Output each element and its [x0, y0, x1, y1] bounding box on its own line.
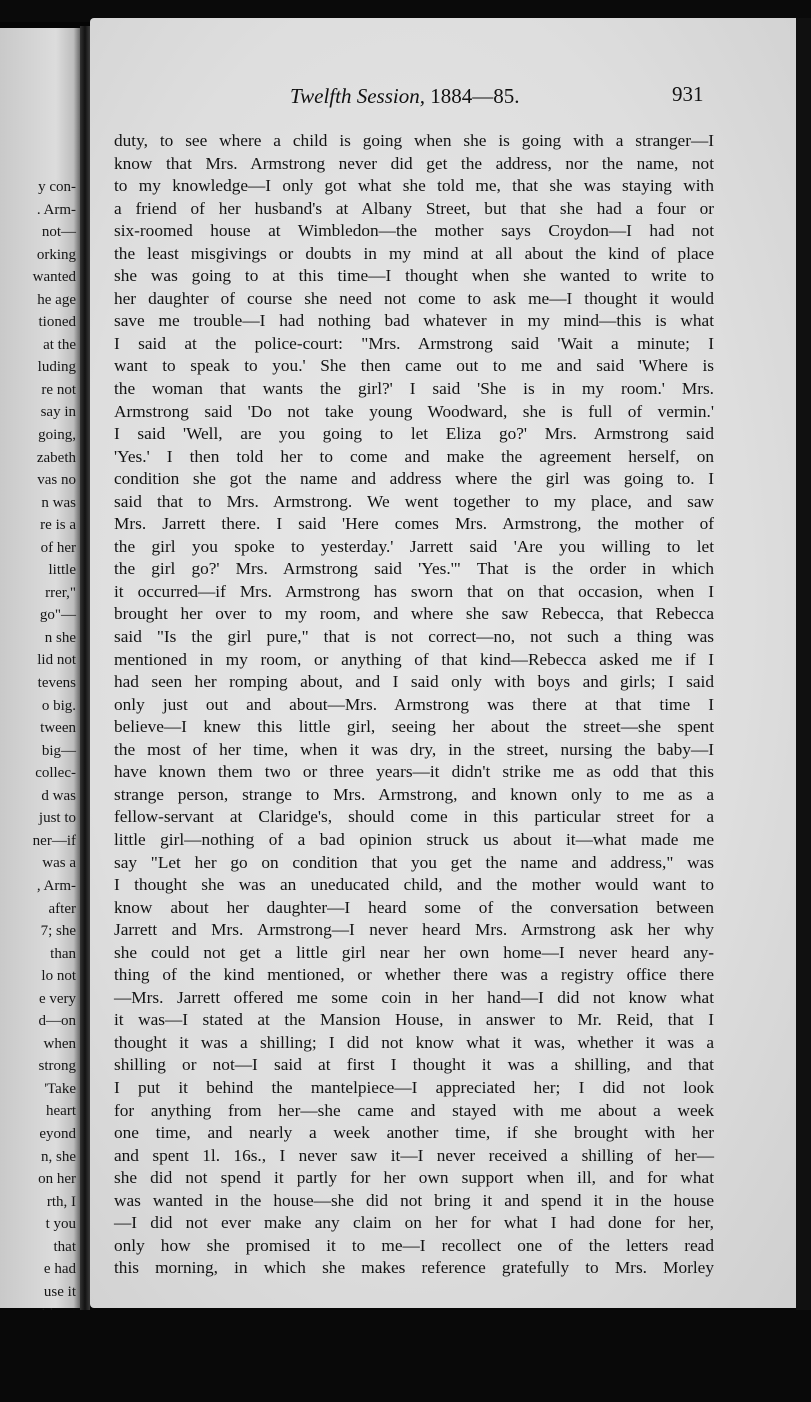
body-line: condition she got the name and address where the girl was going to. I — [114, 469, 714, 489]
left-page-line: vas no — [37, 472, 76, 489]
running-head — [290, 84, 519, 109]
body-line: brought her over to my room, and where she saw Rebecca, that Rebecca — [114, 604, 714, 624]
left-page-line: o big. — [41, 697, 76, 714]
left-page-line: luding — [37, 359, 76, 376]
body-line: Armstrong said 'Do not take young Woodward, she is full of vermin.' — [114, 401, 714, 421]
left-page-line: than — [50, 945, 76, 962]
left-page-line: rrer," — [45, 584, 76, 601]
left-page-line: re not — [41, 381, 76, 398]
body-line: was wanted in the house—she did not bring it and spend it in the house — [114, 1190, 714, 1210]
body-line: to my knowledge—I only got what she told me, that she was staying with — [114, 176, 714, 196]
left-page-line: after — [48, 900, 76, 917]
left-page-line: lid not — [37, 652, 76, 669]
body-line: the least misgivings or doubts in my mind at all about the kind of place — [114, 243, 714, 263]
body-line: know about her daughter—I heard some of the conversation between — [114, 897, 714, 917]
left-page-line: big— — [41, 742, 76, 759]
body-line: this morning, in which she makes reference gratefully to Mrs. Morley — [114, 1258, 714, 1278]
body-line: I put it behind the mantelpiece—I appreciated her; I did not look — [114, 1077, 714, 1097]
body-line: she was going to at this time—I thought when she wanted to write to — [114, 266, 714, 286]
body-line: the girl you spoke to yesterday.' Jarrett said 'Are you willing to let — [114, 536, 714, 556]
body-line: I said at the police-court: "Mrs. Armstrong said 'Wait a minute; I — [114, 333, 714, 353]
body-line: —I did not ever make any claim on her for what I had done for her, — [114, 1213, 714, 1233]
body-line: a friend of her husband's at Albany Street, but that she had a four or — [114, 198, 714, 218]
body-line: duty, to see where a child is going when she is going with a stranger—I — [114, 131, 714, 150]
body-line: —Mrs. Jarrett offered me some coin in her hand—I did not know what — [114, 987, 714, 1007]
body-line: only how she promised it to me—I recollect one of the letters read — [114, 1235, 714, 1255]
body-line: it was—I stated at the Mansion House, in answer to Mr. Reid, that I — [114, 1010, 714, 1030]
left-page-line: go"— — [39, 607, 76, 624]
left-page-line: n she — [44, 629, 76, 646]
left-page-line: on her — [38, 1171, 76, 1188]
left-page-line: 7; she — [40, 923, 76, 940]
body-line: I thought she was an uneducated child, and the mother would want to — [114, 875, 714, 895]
scan-frame-right — [796, 18, 811, 1310]
body-line: fellow-servant at Claridge's, should come in this particular street for a — [114, 807, 714, 827]
running-head-session: Twelfth Session, — [290, 84, 425, 108]
left-page-line: e had — [43, 1261, 76, 1278]
left-page-line: he age — [37, 291, 76, 308]
body-line: her daughter of course she need not come to ask me—I thought it would — [114, 288, 714, 308]
left-page-line: lo not — [41, 968, 76, 985]
left-page-text-fragments — [0, 176, 80, 1348]
left-page-line: at the — [43, 336, 76, 353]
body-line: said "Is the girl pure," that is not correct—no, not such a thing was — [114, 627, 714, 647]
left-page-line: tioned — [38, 314, 76, 331]
left-page-line: n was — [41, 494, 76, 511]
body-line: the girl go?' Mrs. Armstrong said 'Yes.'" That is the order in which — [114, 559, 714, 579]
body-line: thing of the kind mentioned, or whether there was a registry office there — [114, 965, 714, 985]
body-line: six-roomed house at Wimbledon—the mother says Croydon—I had not — [114, 221, 714, 241]
body-line: it occurred—if Mrs. Armstrong has sworn that on that occasion, when I — [114, 581, 714, 601]
left-page-line: going, — [38, 427, 76, 444]
left-page-line: little — [48, 562, 76, 579]
left-page-line: orking — [36, 246, 76, 263]
running-head-years: 1884—85. — [424, 84, 520, 108]
left-page-line: wanted — [32, 269, 76, 286]
body-line: the woman that wants the girl?' I said 'She is in my room.' Mrs. — [114, 379, 714, 399]
left-page-line: d—on — [38, 1013, 76, 1030]
left-page-line: ner—if — [32, 832, 76, 849]
page-header — [90, 84, 806, 114]
left-page-line: just to — [38, 810, 76, 827]
left-page-line: e very — [38, 990, 76, 1007]
body-line: one time, and nearly a week another time, if she brought with her — [114, 1123, 714, 1143]
left-page-line: tevens — [37, 675, 76, 692]
left-page-line: tween — [40, 720, 76, 737]
testimony-body-text — [114, 130, 714, 1280]
body-line: said that to Mrs. Armstrong. We went together to my place, and saw — [114, 491, 714, 511]
left-page-line: that — [53, 1238, 76, 1255]
left-page-line: rth, I — [46, 1193, 76, 1210]
body-line: little girl—nothing of a bad opinion struck us about it—what made me — [114, 829, 714, 849]
body-line: Mrs. Jarrett there. I said 'Here comes Mrs. Armstrong, the mother of — [114, 514, 714, 534]
body-line: thought it was a shilling; I did not know what it was, whether it was a — [114, 1032, 714, 1052]
body-line: only just out and about—Mrs. Armstrong was there at that time I — [114, 694, 714, 714]
left-page-line: when — [43, 1035, 76, 1052]
left-page-line: re is a — [40, 517, 76, 534]
book-gutter — [80, 26, 90, 1310]
body-line: Jarrett and Mrs. Armstrong—I never heard Mrs. Armstrong ask her why — [114, 920, 714, 940]
left-page-line: strong — [38, 1058, 76, 1075]
left-page-line: not— — [41, 224, 76, 241]
left-page-line: y con- — [38, 179, 76, 195]
left-page-line: use it — [43, 1283, 76, 1300]
body-line: believe—I knew this little girl, seeing her about the street—she spent — [114, 717, 714, 737]
body-line: have known them two or three years—it didn't strike me as odd that this — [114, 762, 714, 782]
left-page-line: t you — [45, 1216, 76, 1233]
left-page-line: zabeth — [36, 449, 76, 466]
left-page-line: 'Take — [44, 1080, 76, 1097]
body-line: want to speak to you.' She then came out to me and said 'Where is — [114, 356, 714, 376]
body-line: 'Yes.' I then told her to come and make the agreement herself, on — [114, 446, 714, 466]
left-page-line: heart — [46, 1103, 76, 1120]
body-line: shilling or not—I said at first I thought it was a shilling, and that — [114, 1055, 714, 1075]
body-line: I said 'Well, are you going to let Eliza go?' Mrs. Armstrong said — [114, 424, 714, 444]
body-line: had seen her romping about, and I said only with boys and girls; I said — [114, 672, 714, 692]
left-page — [0, 28, 80, 1308]
body-line: she did not spend it partly for her own support when ill, and for what — [114, 1168, 714, 1188]
left-page-line: , Arm- — [36, 877, 76, 894]
left-page-line: . Arm- — [36, 201, 76, 218]
page-number: 931 — [672, 82, 704, 106]
body-line: she could not get a little girl near her own home—I never heard any- — [114, 942, 714, 962]
body-line: save me trouble—I had nothing bad whatever in my mind—this is what — [114, 311, 714, 331]
body-line: the most of her time, when it was dry, in the street, nursing the baby—I — [114, 739, 714, 759]
right-page — [90, 18, 806, 1308]
left-page-line: eyond — [39, 1125, 76, 1142]
left-page-line: d was — [41, 787, 76, 804]
body-line: and spent 1l. 16s., I never saw it—I never received a shilling of her— — [114, 1145, 714, 1165]
left-page-line: n, she — [41, 1148, 76, 1165]
left-page-line: was a — [42, 855, 76, 872]
body-line: for anything from her—she came and stayed with me about a week — [114, 1100, 714, 1120]
body-line: know that Mrs. Armstrong never did get the address, nor the name, not — [114, 153, 714, 173]
body-line: strange person, strange to Mrs. Armstrong, and known only to me as a — [114, 784, 714, 804]
left-page-line: collec- — [35, 765, 76, 782]
body-line: say "Let her go on condition that you get the name and address," was — [114, 852, 714, 872]
scan-frame-bottom — [0, 1310, 811, 1402]
left-page-line: of her — [40, 539, 76, 556]
body-line: mentioned in my room, or anything of that kind—Rebecca asked me if I — [114, 649, 714, 669]
left-page-line: say in — [40, 404, 76, 421]
